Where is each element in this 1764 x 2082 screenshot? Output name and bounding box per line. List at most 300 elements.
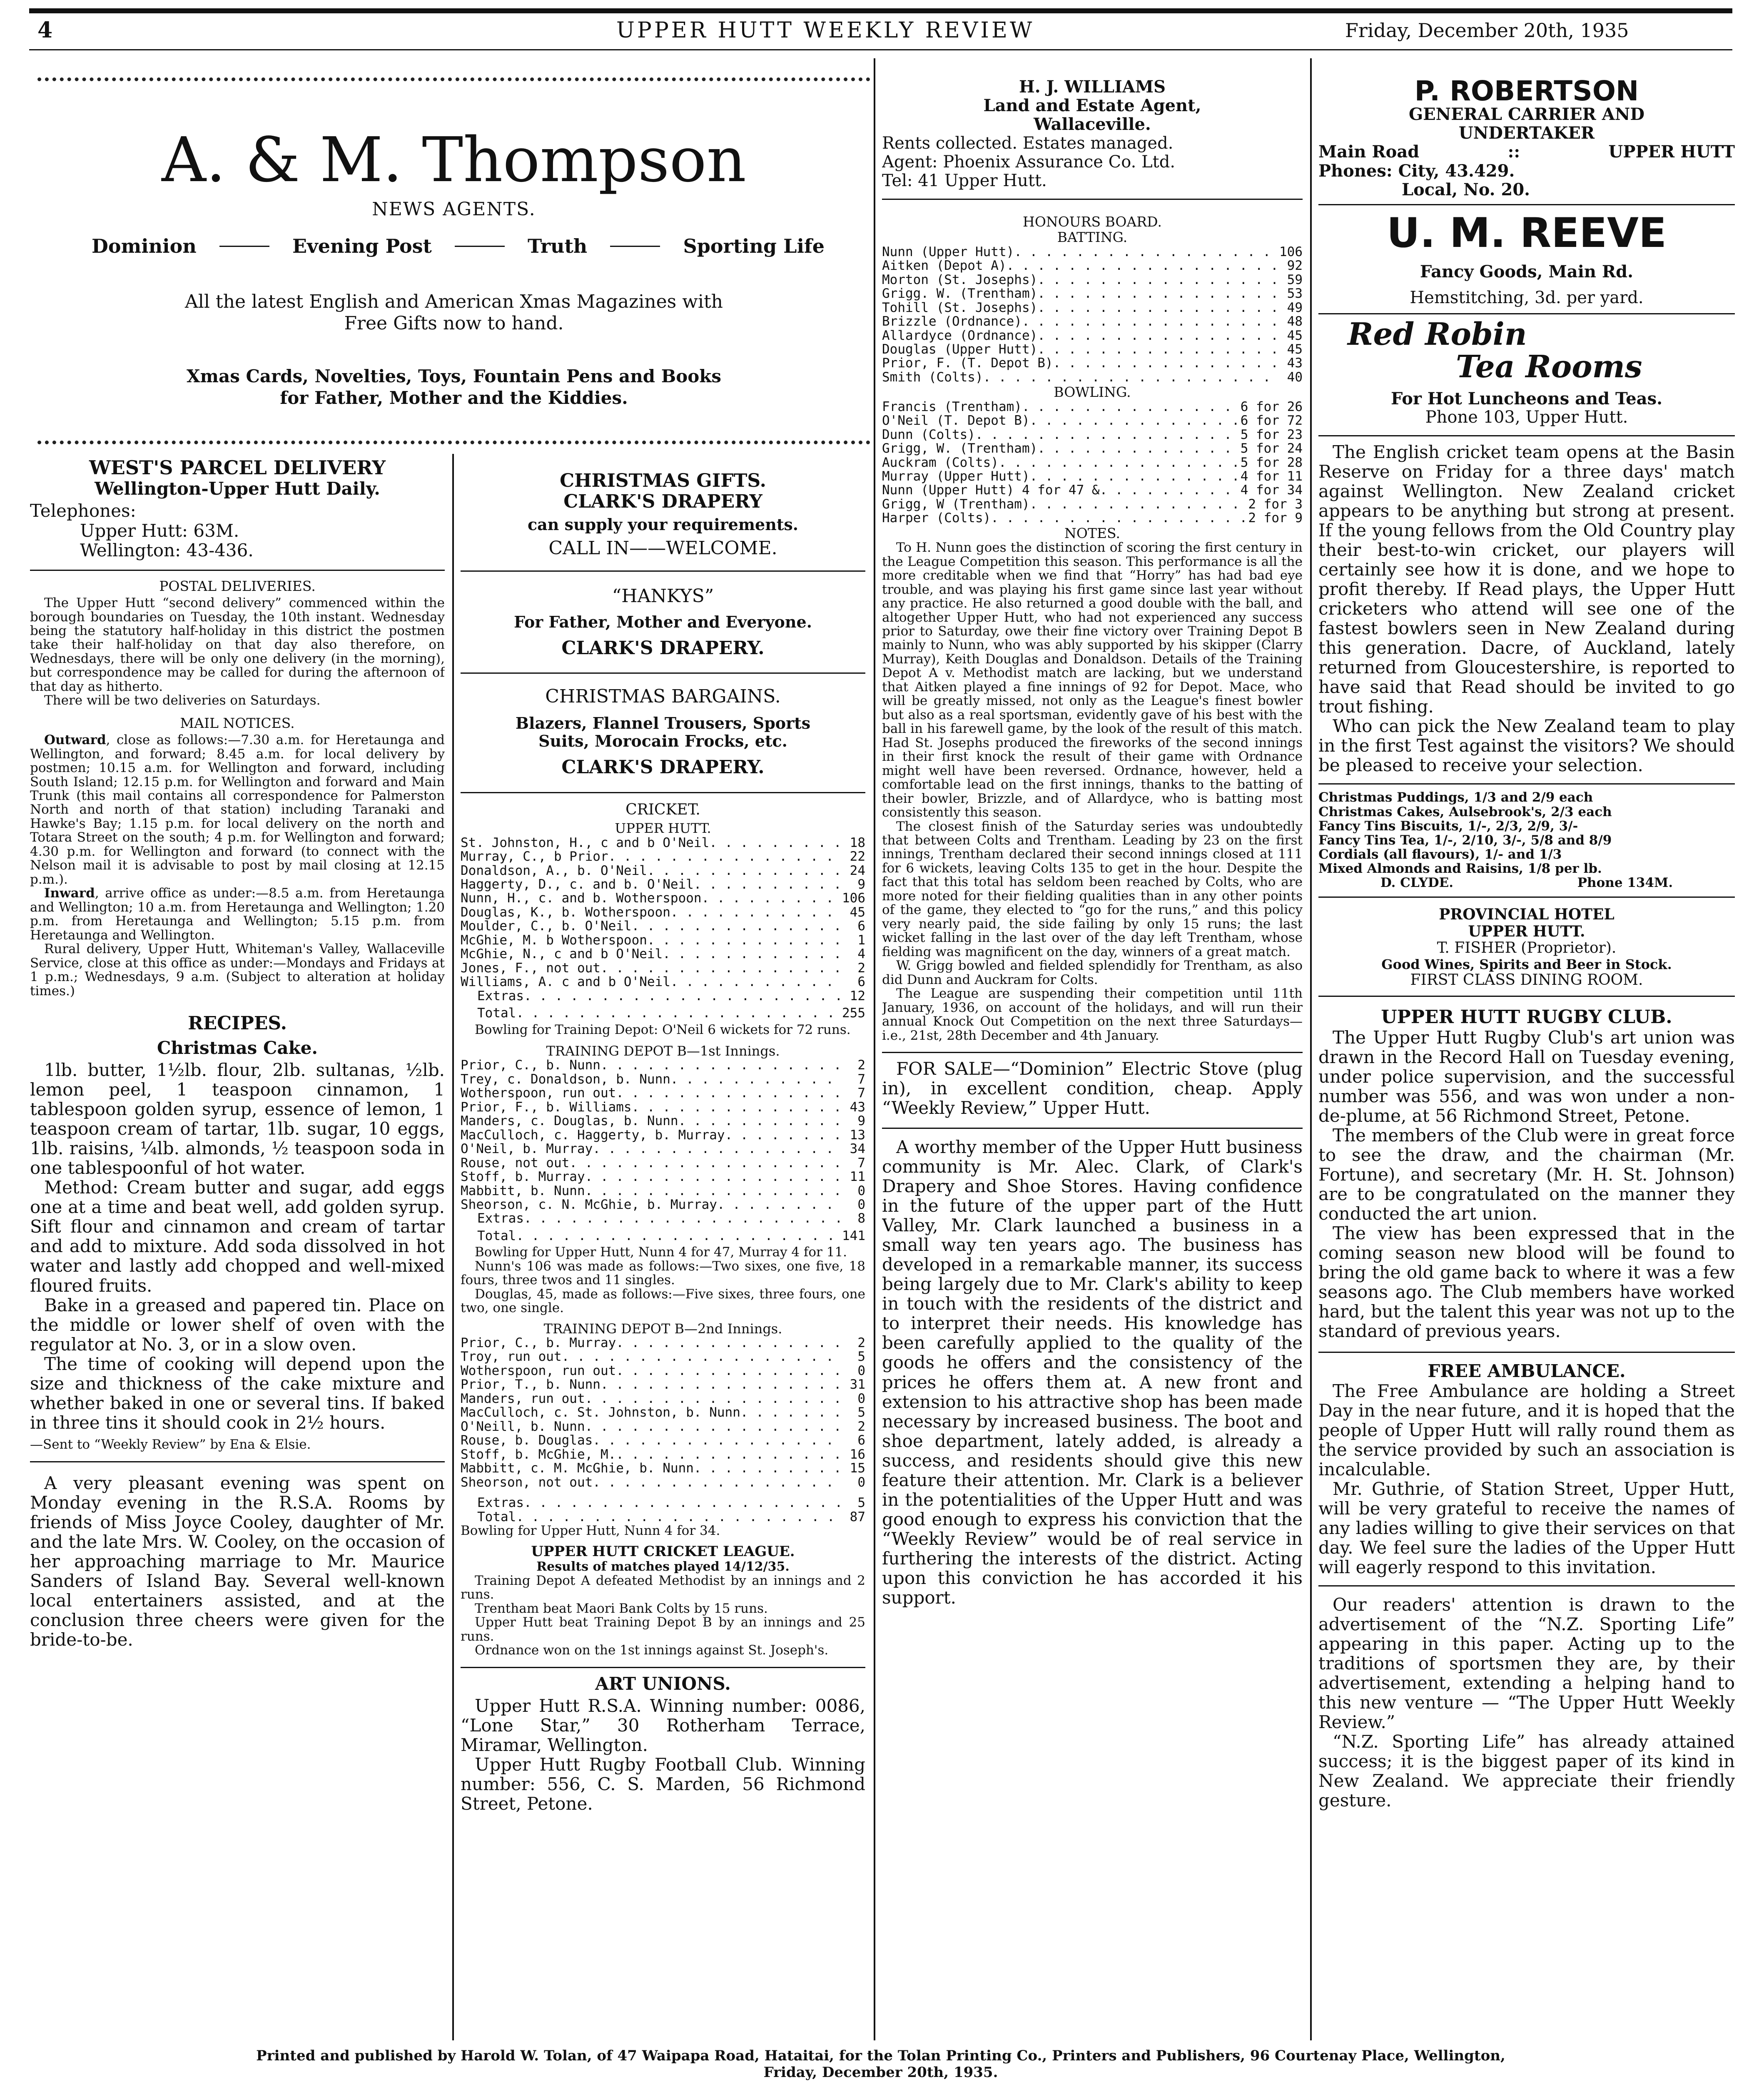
gifts-line: can supply your requirements. bbox=[527, 515, 799, 534]
depot1-score: 13 bbox=[850, 1127, 865, 1143]
depot1-row bbox=[461, 1058, 865, 1072]
depot2-row bbox=[461, 1462, 865, 1475]
parcel-title: WEST'S PARCEL DELIVERY bbox=[89, 457, 386, 479]
batting-score: 49 bbox=[1287, 300, 1303, 315]
league-result-1: Training Depot A defeated Methodist by an innings and 2 runs. bbox=[461, 1573, 865, 1602]
depot1-score: 7 bbox=[857, 1086, 865, 1101]
batting-row bbox=[882, 343, 1303, 356]
bowling-name: Harper (Colts) bbox=[882, 511, 991, 526]
depot1-row bbox=[461, 1156, 865, 1170]
williams-line3: Rents collected. Estates managed. bbox=[882, 133, 1174, 153]
footer-line2: Friday, December 20th, 1935. bbox=[763, 2064, 998, 2081]
depot1-name: Prior, F., b. Williams bbox=[461, 1099, 632, 1115]
depot2-name: Mabbitt, c. M. McGhie, b. Nunn bbox=[461, 1461, 694, 1476]
depot2-name: Prior, T., b. Nunn bbox=[461, 1377, 600, 1392]
column-rule bbox=[1310, 58, 1312, 2040]
upper-hutt-row bbox=[461, 892, 865, 905]
league-title: UPPER HUTT CRICKET LEAGUE. bbox=[531, 1543, 795, 1560]
gifts-title: CHRISTMAS GIFTS. bbox=[560, 470, 766, 491]
hankys-store: CLARK'S DRAPERY. bbox=[561, 637, 765, 659]
depot2-score: 16 bbox=[850, 1447, 865, 1462]
batting-row bbox=[882, 287, 1303, 301]
paper-sporting-life: Sporting Life bbox=[683, 235, 825, 257]
upper-hutt-score: 1 bbox=[857, 932, 865, 948]
masthead-date: Friday, December 20th, 1935 bbox=[1345, 19, 1629, 42]
clyde-line-5: Cordials (all flavours), 1/- and 1/3 bbox=[1318, 847, 1562, 862]
bowling-row bbox=[882, 428, 1303, 442]
page-number: 4 bbox=[37, 17, 53, 43]
cake-p4: The time of cooking will depend upon the size and thickness of the cake mixture and whether baked in one or several tins. If baked in three tins it should cook in 2½ hours. bbox=[30, 1353, 445, 1433]
upper-hutt-total-label: Total bbox=[477, 1006, 516, 1021]
upper-hutt-title: UPPER HUTT. bbox=[615, 820, 711, 837]
sporting-life-p2: “N.Z. Sporting Life” has already attained success; it is the biggest paper of its kind in New Zealand. We appreciate their friendly gesture. bbox=[1318, 1731, 1735, 1811]
gifts-store: CLARK'S DRAPERY bbox=[563, 491, 762, 512]
bargains-line2: Suits, Morocain Frocks, etc. bbox=[538, 732, 787, 751]
upper-hutt-score: 6 bbox=[857, 974, 865, 990]
english-cricket-p1: The English cricket team opens at the Basin Reserve on Friday for a three days' match against Wellington. New Zealand cricket appears to be anything but strong at present. If the young fellows from the Old Country play their best-to-win cricket, our players will certainly see how it is done, and we hope to profit thereby. If Read plays, the Upper Hutt cricketers who attend will see one of the fastest bowlers seen in New Zealand during this generation. Dacre, of Auckland, lately returned from Gloucestershire, is reported to have said that Read should be invited to go trout fishing. bbox=[1318, 441, 1735, 717]
clyde-line-6: Mixed Almonds and Raisins, 1/8 per lb. bbox=[1318, 861, 1602, 876]
hankys-line: For Father, Mother and Everyone. bbox=[514, 612, 812, 631]
batting-name: Morton (St. Josephs) bbox=[882, 272, 1038, 287]
robertson-line1: GENERAL CARRIER AND bbox=[1408, 105, 1645, 124]
ambulance-p1: The Free Ambulance are holding a Street Day in the near future, and it is hoped that the people of Upper Hutt will rally round them as the service provided by such an association is incalculable. bbox=[1318, 1380, 1735, 1479]
depot2-row bbox=[461, 1378, 865, 1392]
league-result-4: Ordnance won on the 1st innings against St. Joseph's. bbox=[475, 1643, 829, 1658]
for-sale-ad: FOR SALE—“Dominion” Electric Stove (plug in), in excellent condition, cheap. Apply “Weekly Review,” Upper Hutt. bbox=[882, 1058, 1303, 1118]
williams-line5: Tel: 41 Upper Hutt. bbox=[882, 171, 1047, 190]
robertson-line5: Local, No. 20. bbox=[1402, 179, 1530, 199]
depot2-row bbox=[461, 1420, 865, 1434]
bowling-row bbox=[882, 456, 1303, 470]
depot2-name: Stoff, b. McGhie, M. bbox=[461, 1447, 616, 1462]
mail-title: MAIL NOTICES. bbox=[180, 715, 295, 731]
depot1-name: Rouse, not out bbox=[461, 1155, 570, 1171]
postal-p2: There will be two deliveries on Saturdays. bbox=[44, 693, 321, 708]
reeve-line2: Hemstitching, 3d. per yard. bbox=[1410, 288, 1644, 308]
depot2-score: 15 bbox=[850, 1461, 865, 1476]
hankys-title: “HANKYS” bbox=[612, 585, 714, 607]
upper-hutt-score: 4 bbox=[857, 946, 865, 962]
depot1-score: 9 bbox=[857, 1113, 865, 1129]
depot2-name: Troy, run out bbox=[461, 1349, 562, 1365]
depot2-row bbox=[461, 1392, 865, 1406]
bowling-title: BOWLING. bbox=[1054, 384, 1131, 401]
depot2-name: Manders, run out bbox=[461, 1391, 585, 1406]
notes-p2: The closest finish of the Saturday series was undoubtedly that between Colts and Trentham. Leading by 23 on the first innings, Trentham declared their second innings closed at 111 for 6 wickets, leaving Colts 135 to get in the hour. Despite the fact that this total has seldom been reached by Colts, who are more noted for their fielding qualities than in any other points of the game, they elected to “go for the runs,” and this policy very nearly paid, the side failing by only 15 runs; the last wicket falling in the last over of the day left Trentham, whose fielding was magnificent on the day, winners of a great match. bbox=[882, 819, 1303, 959]
bowling-name: Francis (Trentham) bbox=[882, 399, 1022, 414]
ambulance-title: FREE AMBULANCE. bbox=[1428, 1361, 1626, 1382]
upper-hutt-total: 255 bbox=[842, 1006, 865, 1021]
depot1-score: 2 bbox=[857, 1058, 865, 1073]
batting-title: BATTING. bbox=[1057, 229, 1128, 246]
rugby-p1: The Upper Hutt Rugby Club's art union was drawn in the Record Hall on Tuesday evening, under police supervision, and the successful number was 556, and was won under a non-de-plume, at 56 Richmond Street, Petone. bbox=[1318, 1027, 1735, 1126]
depot1-score: 7 bbox=[857, 1155, 865, 1171]
batting-list bbox=[882, 245, 1303, 385]
bowling-row bbox=[882, 498, 1303, 511]
bowling-row bbox=[882, 483, 1303, 497]
red-robin-line2: Tea Rooms bbox=[1456, 349, 1642, 385]
depot2-row bbox=[461, 1406, 865, 1420]
bowling-score: 5 for 24 bbox=[1240, 441, 1303, 456]
depot1-score: 0 bbox=[857, 1183, 865, 1198]
depot2-name: Sheorson, not out bbox=[461, 1474, 593, 1490]
reeve-line1: Fancy Goods, Main Rd. bbox=[1420, 261, 1634, 281]
depot1-scorecard bbox=[461, 1058, 865, 1226]
mail-outward: Outward, close as follows:—7.30 a.m. for Heretaunga and Wellington, and forward; 8.45 a.m. for local delivery by postmen; 10.15 a.m. for Wellington and forward, including South Island; 12.15 p.m. for Wellington and forward and Main Trunk (this mail contains all correspondence for Palmerston North and north of that station) including Taranaki and Hawke's Bay; 1.15 p.m. for local delivery on the north and Totara Street on the south; 4 p.m. for Wellington and forward; 4.30 p.m. for Wellington and forward (to connect with the Nelson mail it is advisable to post by mail closing at 12.15 p.m.). bbox=[30, 732, 445, 887]
thompson-line2: Free Gifts now to hand. bbox=[344, 313, 564, 334]
batting-row bbox=[882, 301, 1303, 315]
batting-row bbox=[882, 315, 1303, 329]
depot1-row bbox=[461, 1114, 865, 1128]
parcel-tel-label: Telephones: bbox=[30, 501, 136, 521]
upper-hutt-row bbox=[461, 850, 865, 864]
depot2-total-label: Total bbox=[477, 1509, 516, 1524]
hotel-line3: T. FISHER (Proprietor). bbox=[1437, 939, 1617, 957]
bowling-name: Murray (Upper Hutt) bbox=[882, 469, 1030, 484]
depot1-score: 34 bbox=[850, 1141, 865, 1157]
depot1-row bbox=[461, 1142, 865, 1156]
top-rule bbox=[29, 8, 1732, 13]
bowling-score: 2 for 3 bbox=[1248, 496, 1303, 512]
upper-hutt-score: 24 bbox=[850, 863, 865, 878]
depot2-score: 0 bbox=[857, 1474, 865, 1490]
depot1-row bbox=[461, 1198, 865, 1212]
depot2-scorecard bbox=[461, 1336, 865, 1489]
depot1-row bbox=[461, 1128, 865, 1142]
clyde-line-1: Christmas Puddings, 1/3 and 2/9 each bbox=[1318, 790, 1593, 805]
postal-title: POSTAL DELIVERIES. bbox=[159, 578, 316, 594]
batting-score: 40 bbox=[1287, 369, 1303, 385]
red-robin-line1: Red Robin bbox=[1348, 316, 1527, 353]
clyde-line-4: Fancy Tins Tea, 1/-, 2/10, 3/-, 5/8 and 8/9 bbox=[1318, 832, 1612, 848]
evening-paragraph: A very pleasant evening was spent on Monday evening in the R.S.A. Rooms by friends of Miss Joyce Cooley, daughter of Mr. and the late Mrs. W. Cooley, on the occasion of her approaching marriage to Mr. Maurice Sanders of Island Bay. Several well-known local entertainers assisted, and at the conclusion three cheers were given for the bride-to-be. bbox=[30, 1472, 445, 1650]
cake-title: Christmas Cake. bbox=[157, 1037, 318, 1058]
depot1-name: Trey, c. Donaldson, b. Nunn bbox=[461, 1071, 670, 1087]
depot2-total: 87 bbox=[850, 1509, 865, 1524]
postal-p1: The Upper Hutt “second delivery” commenced within the borough boundaries on Tuesday, the 10th instant. Wednesday being the statutory half-holiday in this district the postmen take their half-holiday on that day also therefore, on Wednesdays, there will be only one delivery (in the morning), but correspondence may be called for during the afternoon of that day as hitherto. bbox=[30, 595, 445, 694]
depot2-name: Prior, C., b. Murray bbox=[461, 1335, 616, 1350]
batting-name: Douglas (Upper Hutt) bbox=[882, 341, 1038, 357]
reeve-name: U. M. REEVE bbox=[1387, 209, 1667, 257]
notes-title: NOTES. bbox=[1064, 525, 1120, 541]
league-result-2: Trentham beat Maori Bank Colts by 15 runs. bbox=[475, 1601, 768, 1616]
depot2-score: 0 bbox=[857, 1363, 865, 1378]
batting-score: 48 bbox=[1287, 314, 1303, 329]
bowling-name: Grigg, W (Trentham) bbox=[882, 496, 1030, 512]
upper-hutt-name: St. Johnston, H., c and b O'Neil bbox=[461, 835, 710, 850]
depot1-name: Sheorson, c. N. McGhie, b. Murray bbox=[461, 1197, 717, 1213]
bowling-list bbox=[882, 400, 1303, 525]
upper-hutt-score: 45 bbox=[850, 904, 865, 920]
bowling-name: O'Neil (T. Depot B) bbox=[882, 413, 1030, 428]
dotted-rule bbox=[37, 441, 870, 448]
depot1-score: 11 bbox=[850, 1169, 865, 1185]
batting-row bbox=[882, 356, 1303, 370]
art-union-2: Upper Hutt Rugby Football Club. Winning number: 556, C. S. Marden, 56 Richmond Street, Petone. bbox=[461, 1754, 865, 1814]
upper-hutt-row bbox=[461, 878, 865, 892]
batting-name: Grigg. W. (Trentham) bbox=[882, 286, 1038, 301]
bowling-score: 2 for 9 bbox=[1248, 511, 1303, 526]
depot1-name: Extras bbox=[477, 1211, 524, 1226]
bowling-row bbox=[882, 442, 1303, 456]
batting-row bbox=[882, 273, 1303, 287]
paper-evening-post: Evening Post bbox=[292, 235, 432, 257]
depot1-note-3: Douglas, 45, made as follows:—Five sixes, three fours, one two, one single. bbox=[461, 1286, 865, 1316]
thompson-line3: Xmas Cards, Novelties, Toys, Fountain Pens and Books bbox=[186, 366, 722, 386]
dotted-rule bbox=[37, 77, 870, 85]
hotel-line5: FIRST CLASS DINING ROOM. bbox=[1410, 971, 1643, 989]
upper-hutt-row bbox=[461, 836, 865, 850]
clyde-ad bbox=[1318, 790, 1735, 890]
depot1-score: 0 bbox=[857, 1197, 865, 1213]
batting-score: 92 bbox=[1287, 258, 1303, 274]
thompson-papers bbox=[92, 236, 825, 257]
cake-p2: Method: Cream butter and sugar, add eggs one at a time and beat well, add golden syrup. Sift flour and cinnamon and cream of tartar and add to mixture. Add soda dissolved in hot water and lastly add chopped and well-mixed floured fruits. bbox=[30, 1177, 445, 1296]
robertson-name: P. ROBERTSON bbox=[1414, 77, 1639, 107]
batting-name: Tohill (St. Josephs) bbox=[882, 300, 1038, 315]
league-sub: Results of matches played 14/12/35. bbox=[536, 1559, 790, 1574]
depot1-row bbox=[461, 1170, 865, 1184]
cake-p3: Bake in a greased and papered tin. Place on the middle or lower shelf of oven with the regulator at No. 3, or in a slow oven. bbox=[30, 1295, 445, 1355]
column-rule bbox=[452, 454, 454, 2040]
red-robin-line3: For Hot Luncheons and Teas. bbox=[1390, 389, 1663, 408]
column-1 bbox=[30, 457, 445, 2044]
upper-hutt-score: 18 bbox=[850, 835, 865, 850]
mail-inward: Inward, arrive office as under:—8.5 a.m. from Heretaunga and Wellington; 10 a.m. from Heretaunga and Wellington; 1.20 p.m. from Heretaunga and Wellington; 5.15 p.m. from Heretaunga and Wellington. bbox=[30, 886, 445, 943]
batting-row bbox=[882, 371, 1303, 384]
masthead-rule bbox=[29, 49, 1732, 50]
league-result-3: Upper Hutt beat Training Depot B by an innings and 25 runs. bbox=[461, 1615, 865, 1644]
upper-hutt-row bbox=[461, 906, 865, 919]
robertson-line3: Main Road :: UPPER HUTT bbox=[1318, 142, 1735, 162]
depot2-row bbox=[461, 1476, 865, 1489]
bargains-store: CLARK'S DRAPERY. bbox=[561, 757, 765, 778]
paper-dominion: Dominion bbox=[92, 235, 197, 257]
batting-name: Allardyce (Ordnance) bbox=[882, 328, 1038, 343]
clark-article: A worthy member of the Upper Hutt business community is Mr. Alec. Clark, of Clark's Drapery and Shoe Stores. Having confidence in the future of the upper part of the Hutt Valley, Mr. Clark launched a business in a small way ten years ago. The business has developed in a remarkable manner, its success being largely due to Mr. Clark's ability to keep in touch with the residents of the district and to interpret their needs. His knowledge has been carefully applied to the quality of the goods he offers and the consistency of the prices he offers them at. A new front and extension to his attractive shop has been made necessary by increased business. The boot and shoe department, lately added, is already a success, and residents should give this new feature their attention. Mr. Clark is a believer in the potentialities of the Upper Hutt and was good enough to express his conviction that the “Weekly Review” would be of real service in furthering the interests of the district. Acting upon this conviction he has accorded it his support. bbox=[882, 1137, 1303, 1608]
upper-hutt-row bbox=[461, 961, 865, 975]
parcel-tel1: Upper Hutt: 63M. bbox=[80, 520, 239, 541]
williams-line4: Agent: Phoenix Assurance Co. Ltd. bbox=[882, 152, 1176, 172]
upper-hutt-scorecard bbox=[461, 836, 865, 1004]
thompson-subtitle: NEWS AGENTS. bbox=[372, 199, 536, 220]
upper-hutt-bowling: Bowling for Training Depot: O'Neil 6 wickets for 72 runs. bbox=[475, 1022, 851, 1037]
depot1-score: 43 bbox=[850, 1099, 865, 1115]
williams-line2: Wallaceville. bbox=[1034, 115, 1151, 134]
depot1-name: Prior, C., b. Nunn bbox=[461, 1058, 600, 1073]
bowling-name: Dunn (Colts) bbox=[882, 427, 975, 442]
depot1-name: Manders, c. Douglas, b. Nunn bbox=[461, 1113, 678, 1129]
upper-hutt-name: McGhie, N., c and b O'Neil bbox=[461, 946, 663, 962]
batting-score: 59 bbox=[1287, 272, 1303, 287]
depot1-row bbox=[461, 1073, 865, 1086]
batting-score: 45 bbox=[1287, 341, 1303, 357]
clyde-phone: Phone 134M. bbox=[1577, 875, 1673, 891]
depot1-name: Mabbitt, b. Nunn bbox=[461, 1183, 585, 1198]
hotel-line4: Good Wines, Spirits and Beer in Stock. bbox=[1381, 956, 1672, 973]
depot2-name: Wotherspoon, run out bbox=[461, 1363, 616, 1378]
batting-name: Brizzle (Ordnance) bbox=[882, 314, 1022, 329]
upper-hutt-name: Jones, F., not out bbox=[461, 960, 600, 976]
recipes-title: RECIPES. bbox=[188, 1013, 287, 1034]
column-rule bbox=[874, 58, 875, 2040]
batting-name: Prior, F. (T. Depot B) bbox=[882, 356, 1053, 371]
williams-name: H. J. WILLIAMS bbox=[1019, 77, 1166, 97]
clyde-line-2: Christmas Cakes, Aulsebrook's, 2/3 each bbox=[1318, 804, 1612, 819]
parcel-tel2: Wellington: 43-436. bbox=[80, 540, 254, 561]
clyde-name: D. CLYDE. bbox=[1380, 875, 1454, 891]
batting-name: Smith (Colts) bbox=[882, 369, 983, 385]
upper-hutt-row bbox=[461, 919, 865, 933]
gifts-call: CALL IN——WELCOME. bbox=[548, 538, 777, 559]
depot2-row bbox=[461, 1350, 865, 1364]
depot1-score: 7 bbox=[857, 1071, 865, 1087]
robertson-line4: Phones: City, 43.429. bbox=[1318, 161, 1515, 181]
williams-line1: Land and Estate Agent, bbox=[983, 96, 1201, 116]
english-cricket-p2: Who can pick the New Zealand team to play in the first Test against the visitors? We should be pleased to receive your selection. bbox=[1318, 716, 1735, 776]
bowling-row bbox=[882, 400, 1303, 414]
bowling-row bbox=[882, 414, 1303, 428]
hotel-line1: PROVINCIAL HOTEL bbox=[1439, 906, 1615, 924]
bargains-line1: Blazers, Flannel Trousers, Sports bbox=[515, 714, 811, 733]
art-union-1: Upper Hutt R.S.A. Winning number: 0086, “Lone Star,” 30 Rotherham Terrace, Miramar, Wellington. bbox=[461, 1696, 865, 1756]
ambulance-p2: Mr. Guthrie, of Station Street, Upper Hutt, will be very grateful to receive the names of any ladies willing to give their services on that day. We feel sure the ladies of the Upper Hutt will eagerly respond to this invitation. bbox=[1318, 1478, 1735, 1577]
footer-line1: Printed and published by Harold W. Tolan, of 47 Waipapa Road, Hataitai, for the Tolan Printing Co., Printers and Publishers, 96 Courtenay Place, Wellington, bbox=[256, 2047, 1505, 2064]
upper-hutt-row bbox=[461, 947, 865, 961]
batting-score: 43 bbox=[1287, 356, 1303, 371]
bargains-title: CHRISTMAS BARGAINS. bbox=[545, 686, 781, 707]
depot2-title: TRAINING DEPOT B—2nd Innings. bbox=[543, 1320, 782, 1337]
notes-p4: The League are suspending their competition until 11th January, 1936, on account of the holidays, and will run their annual Knock Out Competition on the next three Saturdays—i.e., 21st, 28th December and 4th January. bbox=[882, 986, 1303, 1043]
depot1-title: TRAINING DEPOT B—1st Innings. bbox=[546, 1043, 780, 1059]
hotel-line2: UPPER HUTT. bbox=[1468, 922, 1585, 940]
cake-credit: —Sent to “Weekly Review” by Ena & Elsie. bbox=[30, 1437, 311, 1452]
column-4 bbox=[1318, 77, 1735, 2043]
clyde-line-3: Fancy Tins Biscuits, 1/-, 2/3, 2/9, 3/- bbox=[1318, 818, 1578, 834]
upper-hutt-score: 106 bbox=[842, 891, 865, 906]
robertson-line2: UNDERTAKER bbox=[1458, 123, 1595, 143]
rugby-p2: The members of the Club were in great force to see the draw, and the chairman (Mr. Fortune), and secretary (Mr. H. St. Johnson) are to be congratulated on the manner they conducted the art union. bbox=[1318, 1125, 1735, 1224]
upper-hutt-row bbox=[461, 934, 865, 947]
bowling-score: 4 for 34 bbox=[1240, 483, 1303, 498]
thompson-name: A. & M. Thompson bbox=[162, 124, 746, 196]
cake-p1: 1lb. butter, 1½lb. flour, 2lb. sultanas, ½lb. lemon peel, 1 teaspoon cinnamon, 1 tablespoon golden syrup, essence of lemon, 1 teaspoon cream of tartar, 1lb. sugar, 10 eggs, 1lb. raisins, ¼lb. almonds, ½ teaspoon soda in one tablespoonful of hot water. bbox=[30, 1060, 445, 1178]
bowling-score: 4 for 11 bbox=[1240, 469, 1303, 484]
batting-name: Aitken (Depot A) bbox=[882, 258, 1007, 274]
depot2-extras: 5 bbox=[857, 1495, 865, 1511]
depot1-score: 8 bbox=[857, 1211, 865, 1226]
depot2-name: MacCulloch, c. St. Johnston, b. Nunn bbox=[461, 1405, 740, 1420]
rugby-title: UPPER HUTT RUGBY CLUB. bbox=[1381, 1006, 1672, 1028]
upper-hutt-score: 22 bbox=[850, 849, 865, 864]
notes-p3: W. Grigg bowled and fielded splendidly for Trentham, as also did Dunn and Auckram for Colts. bbox=[882, 958, 1303, 987]
upper-hutt-score: 2 bbox=[857, 960, 865, 976]
depot1-row bbox=[461, 1212, 865, 1225]
paper-truth: Truth bbox=[527, 235, 588, 257]
rugby-p3: The view has been expressed that in the coming season new blood will be found to bring the old game back to where it was a few seasons ago. The Club members have worked hard, but the talent this year was not up to the standard of previous years. bbox=[1318, 1223, 1735, 1342]
upper-hutt-row bbox=[461, 864, 865, 878]
depot1-name: O'Neil, b. Murray bbox=[461, 1141, 593, 1157]
depot2-score: 2 bbox=[857, 1419, 865, 1434]
batting-score: 45 bbox=[1287, 328, 1303, 343]
upper-hutt-row bbox=[461, 989, 865, 1003]
thompson-line4: for Father, Mother and the Kiddies. bbox=[280, 388, 628, 408]
upper-hutt-name: Douglas, K., b. Wotherspoon bbox=[461, 904, 670, 920]
batting-score: 53 bbox=[1287, 286, 1303, 301]
upper-hutt-score: 9 bbox=[857, 877, 865, 892]
batting-name: Nunn (Upper Hutt) bbox=[882, 244, 1014, 259]
depot2-row bbox=[461, 1448, 865, 1462]
depot1-name: Wotherspoon, run out bbox=[461, 1086, 616, 1101]
upper-hutt-name: Haggerty, D., c. and b. O'Neil bbox=[461, 877, 694, 892]
batting-row bbox=[882, 245, 1303, 259]
depot2-row bbox=[461, 1364, 865, 1378]
honours-title: HONOURS BOARD. bbox=[1023, 214, 1162, 230]
bowling-score: 5 for 28 bbox=[1240, 455, 1303, 470]
upper-hutt-name: Donaldson, A., b. O'Neil bbox=[461, 863, 647, 878]
bowling-row bbox=[882, 470, 1303, 483]
depot2-score: 6 bbox=[857, 1433, 865, 1448]
batting-row bbox=[882, 259, 1303, 273]
depot1-total: 141 bbox=[842, 1228, 865, 1243]
upper-hutt-name: Moulder, C., b. O'Neil bbox=[461, 919, 632, 934]
depot1-note-2: Nunn's 106 was made as follows:—Two sixes, one five, 18 fours, three twos and 11 singles. bbox=[461, 1258, 865, 1288]
depot2-extras-label: Extras bbox=[477, 1495, 524, 1511]
sporting-life-p1: Our readers' attention is drawn to the advertisement of the “N.Z. Sporting Life” appearing in this paper. Acting up to the traditions of sportsmen they are, by their advertisement, extending a helping hand to this new venture — “The Upper Hutt Weekly Review.” bbox=[1318, 1594, 1735, 1733]
thompson-line1: All the latest English and American Xmas Magazines with bbox=[185, 291, 723, 312]
depot2-score: 31 bbox=[850, 1377, 865, 1392]
depot1-row bbox=[461, 1184, 865, 1198]
art-unions-title: ART UNIONS. bbox=[595, 1673, 731, 1694]
upper-hutt-name: Extras bbox=[477, 988, 524, 1004]
depot1-note-1: Bowling for Upper Hutt, Nunn 4 for 47, Murray 4 for 11. bbox=[475, 1245, 847, 1260]
notes-p1: To H. Nunn goes the distinction of scoring the first century in the League Competition this season. This performance is all the more creditable when we find that “Horry” has had bad eye trouble, and was playing his first game since last year without any practice. He also returned a good double with the ball, and altogether Upper Hutt, who had not experienced any success prior to Saturday, owe their fine victory over Training Depot B mainly to Nunn, who was ably supported by his skipper (Clarry Murray), Keith Douglas and Donaldson. Details of the Training Depot A v. Methodist match are lacking, but we understand that Aitken played a fine innings of 92 for Depot. Mace, who will be greatly missed, not only as the League's finest bowler but also as a real sportsman, evidently gave of his best with the ball in his farewell game, by the look of the result of this match. Had St. Josephs produced the fireworks of the second innings in their first knock the result of their game with Ordnance might well have been reversed. Ordnance, however, held a comfortable lead on the first innings, thanks to the batting of their bowler, Brizzle, and of Allardyce, who is batting most consistently this season. bbox=[882, 540, 1303, 820]
bowling-score: 5 for 23 bbox=[1240, 427, 1303, 442]
depot2-score: 0 bbox=[857, 1391, 865, 1406]
depot2-score: 5 bbox=[857, 1405, 865, 1420]
paper-name: UPPER HUTT WEEKLY REVIEW bbox=[616, 18, 1035, 43]
column-3 bbox=[882, 77, 1303, 2043]
upper-hutt-score: 12 bbox=[850, 988, 865, 1004]
parcel-sub: Wellington-Upper Hutt Daily. bbox=[95, 478, 380, 499]
bowling-name: Nunn (Upper Hutt) 4 for 47 & bbox=[882, 483, 1100, 498]
cricket-title: CRICKET. bbox=[625, 801, 700, 818]
upper-hutt-name: Williams, A. c and b O'Neil bbox=[461, 974, 670, 990]
batting-score: 106 bbox=[1279, 244, 1303, 259]
depot2-bowling: Bowling for Upper Hutt, Nunn 4 for 34. bbox=[461, 1523, 720, 1539]
depot2-score: 2 bbox=[857, 1335, 865, 1350]
depot2-row bbox=[461, 1336, 865, 1350]
depot2-name: Rouse, b. Douglas bbox=[461, 1433, 593, 1448]
column-2 bbox=[461, 462, 865, 2040]
mail-rural: Rural delivery, Upper Hutt, Whiteman's Valley, Wallaceville Service, close at this office as under:—Mondays and Fridays at 1 p.m.; Wednesdays, 9 a.m. (Subject to alteration at holiday times.) bbox=[30, 941, 445, 999]
depot1-name: Stoff, b. Murray bbox=[461, 1169, 585, 1185]
upper-hutt-score: 6 bbox=[857, 919, 865, 934]
batting-row bbox=[882, 329, 1303, 343]
bowling-name: Grigg, W. (Trentham) bbox=[882, 441, 1038, 456]
depot1-row bbox=[461, 1101, 865, 1114]
bowling-row bbox=[882, 511, 1303, 525]
depot1-row bbox=[461, 1086, 865, 1100]
upper-hutt-row bbox=[461, 975, 865, 989]
red-robin-line4: Phone 103, Upper Hutt. bbox=[1425, 407, 1628, 427]
bowling-score: 6 for 72 bbox=[1240, 413, 1303, 428]
depot2-row bbox=[461, 1434, 865, 1447]
bowling-score: 6 for 26 bbox=[1240, 399, 1303, 414]
upper-hutt-name: McGhie, M. b Wotherspoon bbox=[461, 932, 647, 948]
upper-hutt-name: Murray, C., b Prior bbox=[461, 849, 608, 864]
depot2-name: O'Neill, b. Nunn bbox=[461, 1419, 585, 1434]
